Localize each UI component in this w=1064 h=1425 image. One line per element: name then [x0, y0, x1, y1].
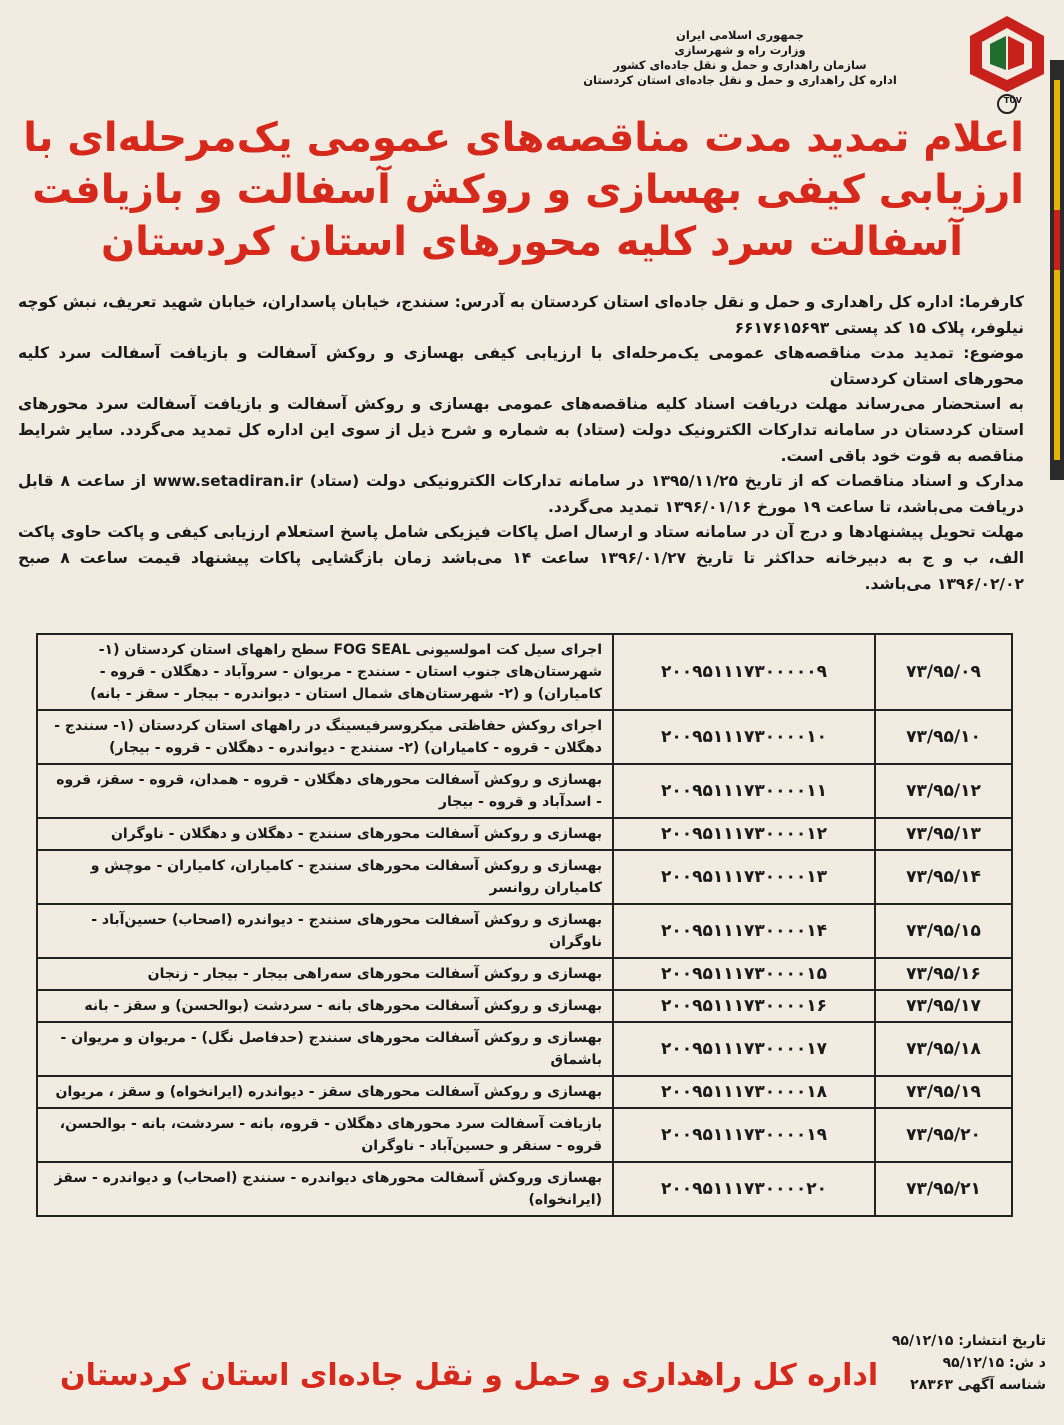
- tender-code-cell: ۷۳/۹۵/۲۰: [875, 1108, 1012, 1162]
- documents-paragraph: مدارک و اسناد مناقصات که از تاریخ ۱۳۹۵/۱۱/۲۵ در سامانه تدارکات الکترونیکی دولت (ستاد) www.setadiran.ir از ساعت ۸ قابل دریافت می‌باشد، تا ساعت ۱۹ مورخ ۱۳۹۶/۰۱/۱۶ تمدید می‌گردد.: [18, 472, 1024, 516]
- tender-description-cell: بهسازی و روکش آسفالت محورهای دهگلان - قروه - همدان، قروه - سقز، قروه - اسدآباد و قروه - بیجار: [37, 764, 613, 818]
- table-row: [37, 958, 1012, 990]
- tender-number-cell: ۲۰۰۹۵۱۱۱۷۳۰۰۰۰۱۳: [613, 850, 875, 904]
- ad-id: شناسه آگهی ۲۸۳۶۳: [910, 1377, 1046, 1393]
- tender-number-cell: ۲۰۰۹۵۱۱۱۷۳۰۰۰۰۱۶: [613, 990, 875, 1022]
- tender-number-cell: ۲۰۰۹۵۱۱۱۷۳۰۰۰۰۲۰: [613, 1162, 875, 1216]
- header-line: سازمان راهداری و حمل و نقل جاده‌ای کشور: [613, 58, 867, 72]
- footer: [0, 1330, 1064, 1425]
- tender-code-cell: ۷۳/۹۵/۱۰: [875, 710, 1012, 764]
- tender-description-cell: اجرای روکش حفاظتی میکروسرفیسینگ در راههای استان کردستان (۱- سنندج - دهگلان - قروه - کامیاران) (۲- سنندج - دیواندره - دهگلان - قروه - بیجار): [37, 710, 613, 764]
- header: [386, 14, 1046, 114]
- tenders-table: [36, 633, 1013, 1217]
- employer-paragraph: کارفرما: اداره کل راهداری و حمل و نقل جاده‌ای استان کردستان به آدرس: سنندج، خیابان پاسداران، خیابان شهید تعریف، نبش کوچه نیلوفر، پلاک ۱۵ کد پستی ۶۶۱۷۶۱۵۶۹۳: [18, 293, 1024, 337]
- tender-code-cell: ۷۳/۹۵/۱۴: [875, 850, 1012, 904]
- table-row: [37, 710, 1012, 764]
- tender-number-cell: ۲۰۰۹۵۱۱۱۷۳۰۰۰۰۱۸: [613, 1076, 875, 1108]
- subject-paragraph: موضوع: تمدید مدت مناقصه‌های عمومی یک‌مرحله‌ای با ارزیابی کیفی بهسازی و روکش آسفالت و بازیافت آسفالت سرد کلیه محورهای استان کردستان: [18, 344, 1024, 388]
- tender-number-cell: ۲۰۰۹۵۱۱۱۷۳۰۰۰۰۱۷: [613, 1022, 875, 1076]
- tender-code-cell: ۷۳/۹۵/۱۲: [875, 764, 1012, 818]
- tender-description-cell: بهسازی و روکش آسفالت محورهای بانه - سردشت (بوالحسن) و سقز - بانه: [37, 990, 613, 1022]
- header-line: اداره کل راهداری و حمل و نقل جاده‌ای استان کردستان: [583, 73, 897, 87]
- tender-code-cell: ۷۳/۹۵/۱۷: [875, 990, 1012, 1022]
- table-row: [37, 1076, 1012, 1108]
- tender-description-cell: بهسازی و روکش آسفالت محورهای سنندج - کامیاران، کامیاران - موچش و کامیاران روانسر: [37, 850, 613, 904]
- tender-description-cell: بازیافت آسفالت سرد محورهای دهگلان - قروه، بانه - سردشت، بانه - بوالحسن، قروه - سنقر و حسین‌آباد - ناوگران: [37, 1108, 613, 1162]
- table-row: [37, 634, 1012, 710]
- tender-number-cell: ۲۰۰۹۵۱۱۱۷۳۰۰۰۰۱۰: [613, 710, 875, 764]
- extension-paragraph: به استحضار می‌رساند مهلت دریافت اسناد کلیه مناقصه‌های عمومی بهسازی و روکش آسفالت و بازیافت آسفالت سرد محورهای استان کردستان در سامانه تدارکات الکترونیک دولت (ستاد) به شماره و شرح ذیل از سوی این اداره کل تمدید می‌گردد. سایر شرایط مناقصه به قوت خود باقی است.: [18, 395, 1024, 465]
- publication-date: تاریخ انتشار: ۹۵/۱۲/۱۵: [891, 1333, 1046, 1349]
- tender-description-cell: بهسازی و روکش آسفالت محورهای سقز - دیواندره (ایرانخواه) و سقز ، مریوان: [37, 1076, 613, 1108]
- ds-date: د ش: ۹۵/۱۲/۱۵: [942, 1355, 1046, 1371]
- tender-code-cell: ۷۳/۹۵/۱۹: [875, 1076, 1012, 1108]
- tuv-badge: TÜV: [1003, 96, 1022, 105]
- table-row: [37, 1022, 1012, 1076]
- org-lines: [530, 28, 950, 88]
- tender-number-cell: ۲۰۰۹۵۱۱۱۷۳۰۰۰۰۱۵: [613, 958, 875, 990]
- tender-number-cell: ۲۰۰۹۵۱۱۱۷۳۰۰۰۰۱۱: [613, 764, 875, 818]
- table-row: [37, 1162, 1012, 1216]
- publication-info: [892, 1330, 1046, 1396]
- tender-code-cell: ۷۳/۹۵/۱۸: [875, 1022, 1012, 1076]
- tender-number-cell: ۲۰۰۹۵۱۱۱۷۳۰۰۰۰۰۹: [613, 634, 875, 710]
- tender-code-cell: ۷۳/۹۵/۱۵: [875, 904, 1012, 958]
- table-row: [37, 990, 1012, 1022]
- table-row: [37, 764, 1012, 818]
- notice-title: [23, 112, 1024, 268]
- table-row: [37, 850, 1012, 904]
- header-line: وزارت راه و شهرسازی: [674, 43, 806, 57]
- tender-number-cell: ۲۰۰۹۵۱۱۱۷۳۰۰۰۰۱۴: [613, 904, 875, 958]
- tender-description-cell: بهسازی و روکش آسفالت محورهای سه‌راهی بیجار - بیجار - زنجان: [37, 958, 613, 990]
- title-line: آسفالت سرد کلیه محورهای استان کردستان: [101, 219, 963, 265]
- title-line: اعلام تمدید مدت مناقصه‌های عمومی یک‌مرحله‌ای با: [23, 115, 1024, 161]
- tenders-table-body: [37, 634, 1012, 1216]
- tender-code-cell: ۷۳/۹۵/۰۹: [875, 634, 1012, 710]
- tender-code-cell: ۷۳/۹۵/۱۳: [875, 818, 1012, 850]
- footer-org-title: اداره کل راهداری و حمل و نقل جاده‌ای استان کردستان: [60, 1358, 879, 1393]
- header-line: جمهوری اسلامی ایران: [676, 28, 804, 42]
- deadline-paragraph: مهلت تحویل پیشنهادها و درج آن در سامانه ستاد و ارسال اصل پاکات فیزیکی شامل پاسخ استعلام ارزیابی کیفی و پاکت حاوی پاکت الف، ب و ج به دبیرخانه حداکثر تا تاریخ ۱۳۹۶/۰۱/۲۷ ساعت ۱۴ می‌باشد زمان بازگشایی پاکات پیشنهاد قیمت ساعت ۸ صبح ۱۳۹۶/۰۲/۰۲ می‌باشد.: [18, 523, 1025, 593]
- tender-description-cell: اجرای سیل کت امولسیونی FOG SEAL سطح راههای استان کردستان (۱- شهرستان‌های جنوب استان - سنندج - مریوان - سروآباد - دهگلان - قروه - کامیاران) و (۲- شهرستان‌های شمال استان - دیواندره - بیجار - سقز - بانه): [37, 634, 613, 710]
- table-row: [37, 1108, 1012, 1162]
- table-row: [37, 818, 1012, 850]
- tender-number-cell: ۲۰۰۹۵۱۱۱۷۳۰۰۰۰۱۹: [613, 1108, 875, 1162]
- tender-description-cell: بهسازی و روکش آسفالت محورهای سنندج - دهگلان و دهگلان - ناوگران: [37, 818, 613, 850]
- title-line: ارزیابی کیفی بهسازی و روکش آسفالت و بازیافت: [32, 167, 1024, 213]
- tender-number-cell: ۲۰۰۹۵۱۱۱۷۳۰۰۰۰۱۲: [613, 818, 875, 850]
- tender-description-cell: بهسازی و روکش آسفالت محورهای سنندج (حدفاصل نگل) - مریوان و مریوان - باشماق: [37, 1022, 613, 1076]
- notice-body: [18, 290, 1024, 597]
- tender-description-cell: بهسازی و روکش آسفالت محورهای سنندج - دیواندره (اصحاب) حسین‌آباد - ناوگران: [37, 904, 613, 958]
- tender-code-cell: ۷۳/۹۵/۱۶: [875, 958, 1012, 990]
- edge-stripe-decoration: [1050, 60, 1064, 480]
- tender-code-cell: ۷۳/۹۵/۲۱: [875, 1162, 1012, 1216]
- table-row: [37, 904, 1012, 958]
- tender-description-cell: بهسازی وروکش آسفالت محورهای دیواندره - سنندج (اصحاب) و دیواندره - سقز (ایرانخواه): [37, 1162, 613, 1216]
